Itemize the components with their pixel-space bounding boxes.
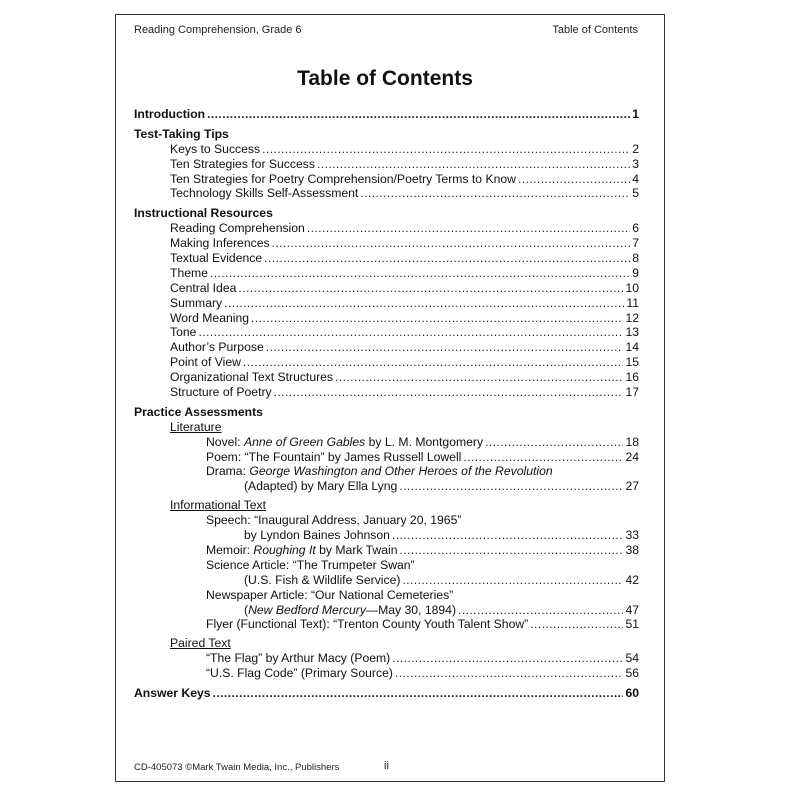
toc-entry-speech[interactable] [134, 528, 639, 543]
toc-page: 7 [632, 236, 639, 251]
toc-page: 27 [625, 479, 639, 494]
toc-label: by Lyndon Baines Johnson [244, 528, 390, 543]
toc-label: (U.S. Fish & Wildlife Service) [244, 572, 401, 587]
dot-leader [360, 186, 630, 201]
footer-page-number: ii [384, 760, 389, 772]
subsection-heading-informational: Informational Text [170, 498, 266, 513]
toc-label: Technology Skills Self-Assessment [170, 186, 359, 201]
dot-leader [399, 479, 623, 494]
toc-entry[interactable] [134, 370, 639, 385]
footer-publisher: CD-405073 ©Mark Twain Media, Inc., Publishers [134, 762, 340, 773]
toc-label: (Adapted) by Mary Ella Lyng [244, 479, 398, 494]
running-header-right: Table of Contents [552, 24, 638, 36]
toc-page: 15 [625, 355, 639, 370]
toc-label: Keys to Success [170, 141, 261, 156]
toc-entry-speech-line1[interactable]: Speech: “Inaugural Address, January 20, 1965” [206, 513, 462, 528]
toc-label: Flyer (Functional Text): “Trenton County Youth Talent Show” [206, 617, 529, 632]
toc-page: 11 [626, 295, 639, 310]
toc-entry[interactable] [134, 221, 639, 236]
dot-leader [335, 370, 623, 385]
toc-label: Ten Strategies for Success [170, 156, 315, 171]
dot-leader [262, 142, 630, 157]
toc-page: 38 [625, 542, 639, 557]
toc-entry-novel[interactable] [134, 435, 639, 450]
toc-entry[interactable] [134, 186, 639, 201]
section-heading-test-taking: Test-Taking Tips [134, 126, 229, 141]
toc-page: 4 [632, 171, 639, 186]
toc-label: Reading Comprehension [170, 221, 305, 236]
dot-leader [392, 528, 624, 543]
toc-page: 1 [632, 107, 639, 121]
toc-page: 6 [632, 221, 639, 236]
toc-label: Textual Evidence [170, 251, 263, 266]
toc-page: 3 [632, 156, 639, 171]
dot-leader [402, 573, 623, 588]
toc-entry[interactable] [134, 172, 639, 187]
dot-leader [243, 355, 624, 370]
dot-leader [463, 450, 623, 465]
dot-leader [530, 617, 623, 632]
toc-entry[interactable] [134, 651, 639, 666]
running-header-left: Reading Comprehension, Grade 6 [134, 24, 302, 36]
toc-page: 17 [625, 385, 639, 400]
toc-entry[interactable] [134, 142, 639, 157]
toc-entry[interactable] [134, 266, 639, 281]
dot-leader [238, 281, 623, 296]
toc-page: 8 [632, 251, 639, 266]
toc-page: 51 [625, 617, 639, 632]
toc-entry-science[interactable] [134, 573, 639, 588]
dot-leader [210, 266, 630, 281]
toc-page: 10 [625, 280, 639, 295]
dot-leader [307, 221, 630, 236]
toc-label: Memoir: Roughing It by Mark Twain [206, 542, 398, 557]
toc-entry[interactable] [134, 236, 639, 251]
toc-page: 42 [625, 572, 639, 587]
toc-entry-answer-keys[interactable] [134, 686, 639, 701]
toc-label: Introduction [134, 107, 206, 121]
dot-leader [198, 325, 623, 340]
dot-leader [399, 543, 623, 558]
toc-page: 33 [625, 528, 639, 543]
dot-leader [458, 603, 623, 618]
dot-leader [264, 251, 630, 266]
dot-leader [395, 666, 624, 681]
toc-label: (New Bedford Mercury—May 30, 1894) [244, 602, 457, 617]
toc-page: 47 [625, 602, 639, 617]
toc-page: 56 [625, 666, 639, 681]
dot-leader [392, 651, 623, 666]
toc-label: Tone [170, 325, 197, 340]
toc-label: Poem: “The Fountain” by James Russell Lowell [206, 449, 462, 464]
dot-leader [266, 340, 624, 355]
toc-page: 24 [625, 449, 639, 464]
toc-page: 16 [625, 370, 639, 385]
toc-page: 12 [625, 310, 639, 325]
dot-leader [224, 296, 624, 311]
section-heading-instructional: Instructional Resources [134, 206, 273, 221]
toc-label: Theme [170, 265, 208, 280]
toc-page: 54 [625, 651, 639, 666]
toc-label: Word Meaning [170, 310, 250, 325]
toc-page: 14 [625, 340, 639, 355]
table-of-contents [134, 107, 639, 701]
toc-entry-drama[interactable] [134, 479, 639, 494]
toc-label: Summary [170, 295, 223, 310]
dot-leader [518, 172, 630, 187]
toc-label: Ten Strategies for Poetry Comprehension/Poetry Terms to Know [170, 171, 516, 186]
dot-leader [317, 157, 630, 172]
toc-entry-flyer[interactable] [134, 617, 639, 632]
toc-entry-poem[interactable] [134, 450, 639, 465]
toc-entry-introduction[interactable] [134, 107, 639, 122]
dot-leader [274, 385, 624, 400]
dot-leader [485, 435, 623, 450]
toc-entry-science-line1[interactable]: Science Article: “The Trumpeter Swan” [206, 557, 415, 572]
toc-label: Novel: Anne of Green Gables by L. M. Montgomery [206, 434, 484, 449]
subsection-heading-literature: Literature [170, 419, 222, 434]
dot-leader [272, 236, 631, 251]
toc-entry[interactable] [134, 157, 639, 172]
toc-entry[interactable] [134, 666, 639, 681]
toc-entry[interactable] [134, 296, 639, 311]
toc-entry-newspaper[interactable] [134, 603, 639, 618]
toc-entry[interactable] [134, 281, 639, 296]
toc-page: 60 [625, 685, 639, 700]
toc-entry-drama-line1[interactable]: Drama: George Washington and Other Heroes of the Revolution [206, 464, 553, 479]
toc-entry[interactable] [134, 311, 639, 326]
toc-entry[interactable] [134, 251, 639, 266]
toc-label: Organizational Text Structures [170, 370, 334, 385]
dot-leader [213, 686, 624, 701]
toc-label: Point of View [170, 355, 241, 370]
toc-entry[interactable] [134, 355, 639, 370]
toc-label: “U.S. Flag Code” (Primary Source) [206, 666, 393, 681]
toc-label: “The Flag” by Arthur Macy (Poem) [206, 651, 391, 666]
page-title: Table of Contents [297, 67, 473, 90]
toc-page: 9 [632, 265, 639, 280]
toc-label: Making Inferences [170, 236, 270, 251]
dot-leader [207, 107, 630, 122]
toc-page: 5 [632, 186, 639, 201]
toc-entry[interactable] [134, 340, 639, 355]
subsection-heading-paired: Paired Text [170, 636, 231, 651]
toc-entry-newspaper-line1[interactable]: Newspaper Article: “Our National Cemeteries” [206, 587, 454, 602]
toc-page: 13 [625, 325, 639, 340]
toc-entry[interactable] [134, 385, 639, 400]
toc-entry-memoir[interactable] [134, 543, 639, 558]
dot-leader [251, 311, 623, 326]
toc-page: 18 [625, 434, 639, 449]
toc-label: Structure of Poetry [170, 385, 272, 400]
toc-entry[interactable] [134, 325, 639, 340]
toc-label: Central Idea [170, 280, 237, 295]
toc-label: Answer Keys [134, 685, 211, 700]
section-heading-practice: Practice Assessments [134, 404, 263, 419]
toc-page: 2 [632, 141, 639, 156]
toc-label: Author’s Purpose [170, 340, 264, 355]
